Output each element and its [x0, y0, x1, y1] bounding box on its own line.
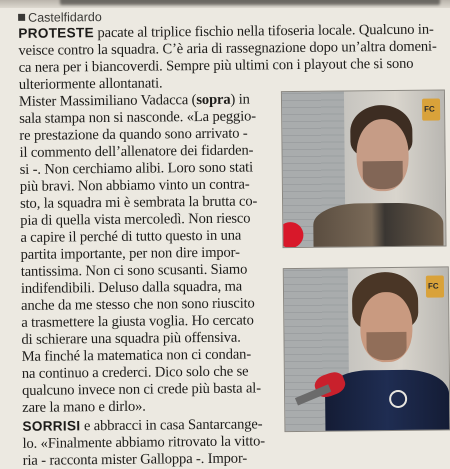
square-bullet-icon — [18, 14, 25, 21]
article-line: sto, la squadra mi è sembrata la brutta co- — [19, 193, 258, 212]
article-line: Ma finché la matematica non ci condan- — [21, 346, 252, 365]
article-line: re prestazione da quando sono arrivato - — [19, 125, 248, 144]
line-text: e abbracci in casa Santarcange- — [80, 416, 263, 435]
crest-icon — [389, 390, 407, 408]
article-line: di schierare una squadra più offensiva. — [21, 329, 241, 348]
section-keyword: PROTESTE — [18, 25, 95, 41]
photo-reference: sopra — [196, 91, 231, 109]
article-line: ca nera per i biancoverdi. Sempre più ultimi con i playout che si sono — [18, 55, 414, 76]
article-line: ulteriormente allontanati. — [18, 75, 163, 93]
article-line: ria - racconta mister Galloppa -. Impor- — [22, 450, 248, 469]
article-line — [22, 417, 262, 434]
article-line: indifendibili. Deluso dalla squadra, ma — [20, 278, 243, 297]
article-line: a capire il perché di tutto questo in una — [20, 227, 242, 246]
line-text: pacate al triplice fischio nella tifoseria locale. Qualcuno in- — [93, 21, 434, 42]
club-logo-icon — [422, 99, 440, 121]
article-line: sala stampa non si nasconde. «La peggio- — [19, 108, 257, 127]
newspaper-column — [10, 1, 450, 469]
article-line: anche da me stesso che non sono riuscito — [21, 295, 255, 314]
article-line: Mister Massimiliano Vadacca (sopra) in — [18, 91, 250, 110]
article-line: a trasmettere la giusta voglia. Ho cercato — [21, 312, 254, 331]
section-keyword: SORRISI — [22, 418, 81, 434]
article-line: zare la mano e dirlo». — [22, 398, 146, 416]
article-line: tantissima. Non ci sono scusanti. Siamo — [20, 261, 248, 280]
article-line: più bravi. Non abbiamo vinto un contra- — [19, 176, 250, 195]
photo-coach-vadacca — [281, 89, 447, 248]
article-line: partita importante, per non dire impor- — [20, 244, 240, 263]
article-line: lo. «Finalmente abbiamo ritrovato la vitto- — [22, 433, 266, 452]
dateline-text: Castelfidardo — [28, 9, 102, 25]
article-line: na continuo a crederci. Dico solo che se — [21, 363, 249, 382]
dateline — [18, 9, 102, 25]
club-logo-icon — [426, 275, 444, 297]
article-line: veisce contro la squadra. C’è aria di rassegnazione dopo un’altra domeni- — [18, 38, 437, 59]
article-line: pia di quella vista mercoledì. Non riesco — [20, 210, 251, 229]
article-line: qualcuno invece non ci crede più basta al- — [21, 380, 261, 399]
article-line: si -. Non cerchiamo alibi. Loro sono stati — [19, 159, 254, 178]
article-line: il commento dell’allenatore dei fidarden- — [19, 142, 254, 161]
photo-coach-galloppa — [283, 266, 450, 432]
